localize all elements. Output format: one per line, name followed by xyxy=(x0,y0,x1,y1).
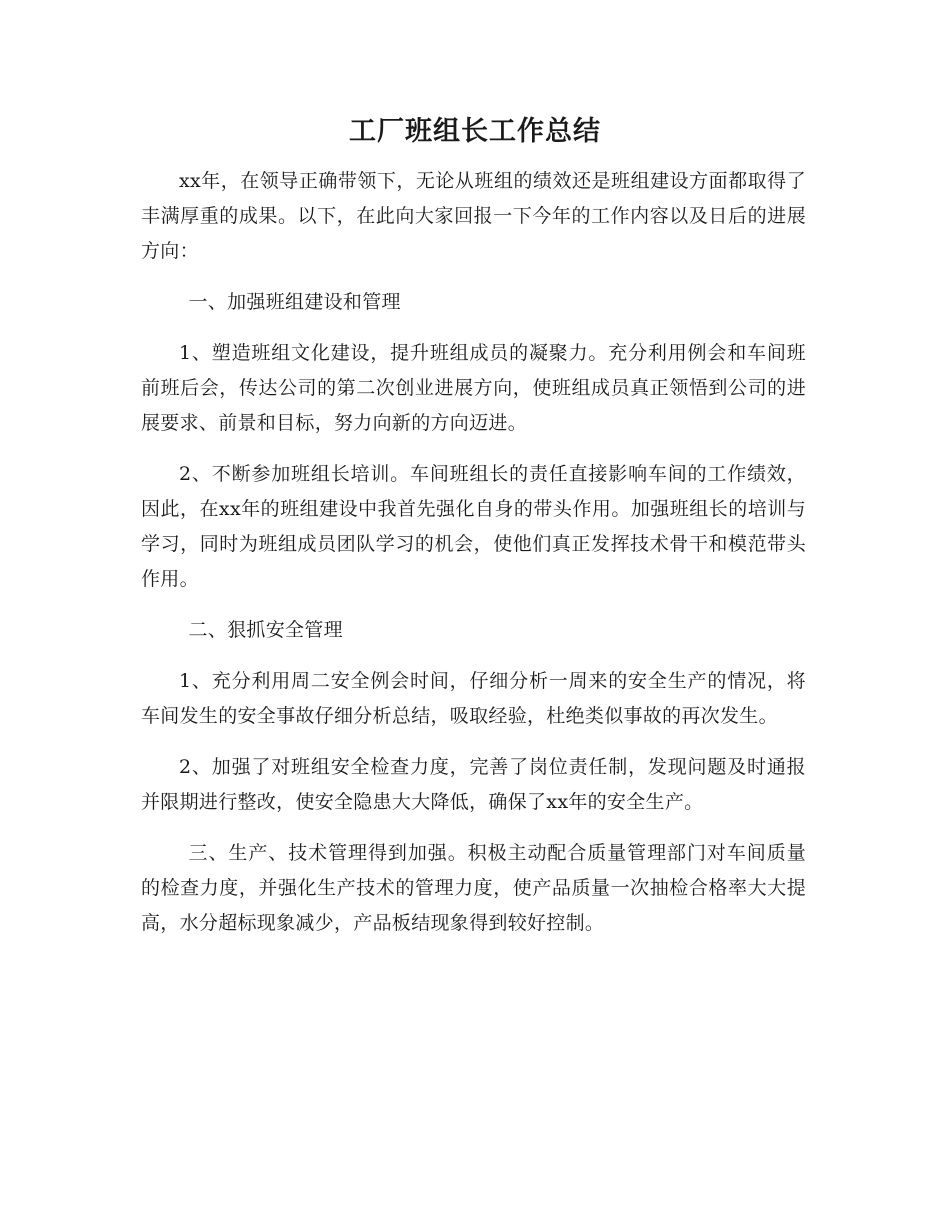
section-2-item-2: 2、加强了对班组安全检查力度，完善了岗位责任制，发现问题及时通报并限期进行整改，使安全隐患大大降低，确保了xx年的安全生产。 xyxy=(141,756,806,813)
section-1-item-1: 1、塑造班组文化建设，提升班组成员的凝聚力。充分利用例会和车间班前班后会，传达公司的第二次创业进展方向，使班组成员真正领悟到公司的进展要求、前景和目标，努力向新的方向迈进。 xyxy=(141,342,806,434)
section-2-item-1: 1、充分利用周二安全例会时间，仔细分析一周来的安全生产的情况，将车间发生的安全事故仔细分析总结，吸取经验，杜绝类似事故的再次发生。 xyxy=(141,670,806,727)
document-body xyxy=(141,164,806,941)
intro-paragraph: xx年，在领导正确带领下，无论从班组的绩效还是班组建设方面都取得了丰满厚重的成果。以下，在此向大家回报一下今年的工作内容以及日后的进展方向： xyxy=(141,170,806,262)
document-title: 工厂班组长工作总结 xyxy=(349,116,601,147)
section-1-item-2: 2、不断参加班组长培训。车间班组长的责任直接影响车间的工作绩效，因此，在xx年的班组建设中我首先强化自身的带头作用。加强班组长的培训与学习，同时为班组成员团队学习的机会，使他们真正发挥技术骨干和模范带头作用。 xyxy=(141,463,806,590)
section-heading-2: 二、狠抓安全管理 xyxy=(188,619,343,641)
section-3-paragraph: 三、生产、技术管理得到加强。积极主动配合质量管理部门对车间质量的检查力度，并强化生产技术的管理力度，使产品质量一次抽检合格率大大提高，水分超标现象减少，产品板结现象得到较好控制。 xyxy=(141,842,806,934)
section-heading-1: 一、加强班组建设和管理 xyxy=(188,291,401,313)
